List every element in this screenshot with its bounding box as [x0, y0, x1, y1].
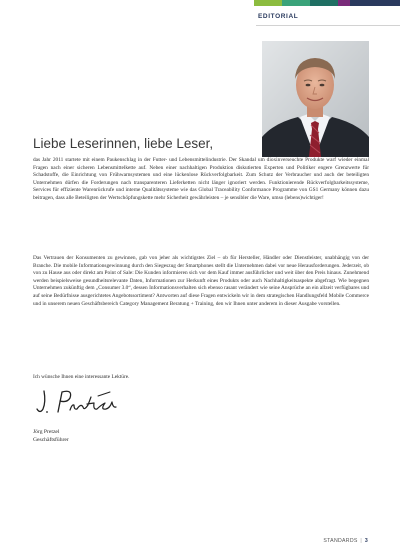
- author-portrait: [262, 41, 369, 157]
- footer-separator: |: [360, 538, 363, 544]
- magazine-name: STANDARDS: [323, 538, 358, 544]
- handwritten-signature: [36, 388, 126, 416]
- signer-name: Jörg Pretzel: [33, 429, 60, 435]
- color-bar: [254, 0, 400, 6]
- portrait-image: [262, 41, 369, 157]
- color-bar-dark-teal: [310, 0, 338, 6]
- page-footer: [323, 538, 368, 544]
- color-bar-navy: [350, 0, 400, 6]
- paragraph-2: Das Vertrauen der Konsumenten zu gewinnen, gab von jeher als wichtigstes Ziel – ob für Hersteller, Händler oder Dienstleister, unabhängig von der Branche. Die mobile Informationsgewinnung durch den Siegeszug der Smartphones stellt die Unternehmen dabei vor neue Herausforderungen. Jederzeit, ob von zu Hause aus oder direkt am Point of Sale: Die Kunden informieren sich vor dem Kauf immer ausführlicher und weit über den Preis hinaus. Zunehmend werden beispielsweise gesundheitsrelevante Daten, Informationen zur Herkunft eines Produkts oder auch Nachhaltigkeitsaspekte abgefragt. Wie begegnen Unternehmen zukünftig dem „Consumer 3.0“, dessen Informationsverhalten sich ebenso rasant verändert wie seine Ansprüche an ein allzeit verfügbares und auf seine Bedürfnisse ausgerichtetes Angebotssortiment? Antworten auf diese Fragen entwickeln wir in dem strategischen Handlungsfeld Mobile Commerce und in unserem neuen Geschäftsbereich Category Management Beratung + Training, den wir Ihnen unter anderem in dieser Ausgabe vorstellen.: [33, 255, 369, 307]
- headline: Liebe Leserinnen, liebe Leser,: [33, 136, 214, 151]
- paragraph-1: das Jahr 2011 startete mit einem Paukenschlag in der Futter- und Lebensmittelindustrie. Der Skandal um dioxinverseuchte Produkte warf wieder einmal Fragen nach einer sicheren Lebensmittelkette auf. Neben einer nachhaltigen Produktion diskutierten Experten und Politiker engere Grenzwerte für Schadstoffe, die Einrichtung von Frühwarnsystemen und eine lückenlose Rückverfolgbarkeit. Zum Schutz der Verbraucher und auch der beteiligten Unternehmen dürfen die Forderungen nach transparenteren Lieferketten nicht länger ignoriert werden. Funktionierende Rückverfolgbarkeitssysteme, Services für effiziente Warenrückrufe und interne Qualitätssysteme wie das Global Traceability Conformance Programme von GS1 Germany können dazu beitragen, dass alle Beteiligten der Wertschöpfungskette mehr Sicherheit gewährleisten – je sensibler die Ware, umso (lebens)wichtiger!: [33, 157, 369, 201]
- paragraph-closing: Ich wünsche Ihnen eine interessante Lektüre.: [33, 374, 130, 380]
- section-divider: [256, 25, 400, 26]
- signature-image: [36, 388, 126, 416]
- section-label: EDITORIAL: [258, 13, 299, 20]
- color-bar-teal: [282, 0, 310, 6]
- color-bar-purple: [338, 0, 350, 6]
- page-number: 3: [364, 538, 368, 544]
- signer-title: Geschäftsführer: [33, 437, 69, 443]
- color-bar-green: [254, 0, 282, 6]
